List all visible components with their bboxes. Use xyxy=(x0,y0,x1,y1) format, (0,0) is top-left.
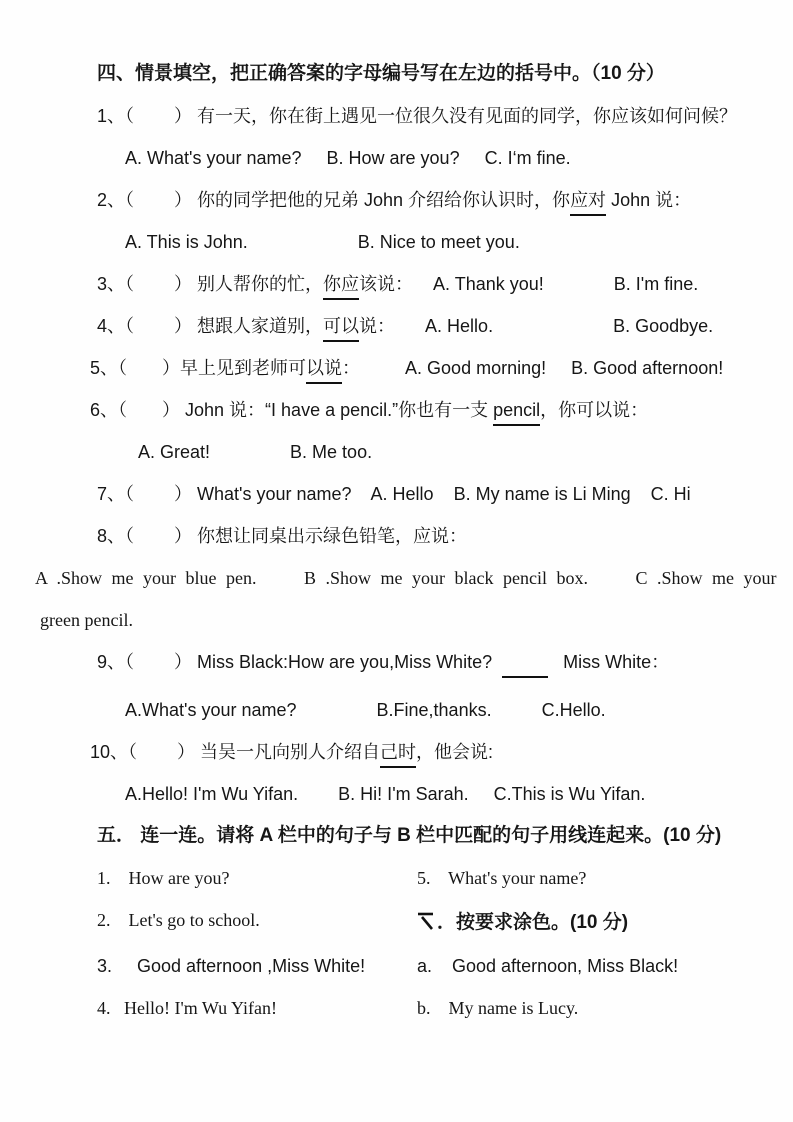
q8-options-line1: A .Show me your blue pen. B .Show me your black pencil box. C .Show me your xyxy=(35,568,777,588)
q2-text-post: John 说： xyxy=(606,190,692,210)
q9-text-post: Miss White： xyxy=(548,652,670,672)
q10-text-pre: 10、（ ） 当吴一凡向别人介绍自 xyxy=(90,742,381,762)
q6-options: A. Great! B. Me too. xyxy=(138,442,373,462)
q4-text xyxy=(97,316,765,336)
q10-text-post: ，他会说: xyxy=(416,742,494,762)
q7-text: 7、（ ） What's your name? A. Hello B. My name is Li Ming C. Hi xyxy=(97,484,691,504)
q2-underlined-word: 应对 xyxy=(570,190,606,216)
q10-options: A.Hello! I'm Wu Yifan. B. Hi! I'm Sarah. C.This is Wu Yifan. xyxy=(125,784,646,804)
q6-text-post: ，你可以说： xyxy=(540,400,649,420)
match-item-1: 1. How are you? xyxy=(97,868,230,888)
match-item-5: 5. What's your name? xyxy=(417,868,587,888)
match-item-a: a. Good afternoon, Miss Black! xyxy=(417,956,679,976)
q10-text xyxy=(90,742,765,762)
q3-underlined-word: 你应 xyxy=(323,274,359,300)
q5-text xyxy=(90,358,765,378)
section5-heading: 五． 连一连。请将 A 栏中的句子与 B 栏中匹配的句子用线连起来。(10 分) xyxy=(97,825,722,846)
q8-options-line2: green pencil. xyxy=(40,610,133,630)
q10-underlined-word: 己时 xyxy=(380,742,416,768)
match-row-4 xyxy=(97,998,765,1018)
match-item-b: b. My name is Lucy. xyxy=(417,998,579,1018)
section6-heading xyxy=(417,910,628,934)
q4-underlined-word: 可以 xyxy=(323,316,359,342)
q2-options: A. This is John. B. Nice to meet you. xyxy=(125,232,520,252)
q2-text-pre: 2、（ ） 你的同学把他的兄弟 John 介绍给你认识时，你 xyxy=(97,190,571,210)
q1-options: A. What's your name? B. How are you? C. I‘m fine. xyxy=(125,148,571,168)
q5-text-pre: 5、（ ）早上见到老师可 xyxy=(90,358,307,378)
q5-underlined-word: 以说 xyxy=(306,358,342,384)
q9-text xyxy=(97,652,765,678)
q4-text-post: 说： A. Hello. B. Goodbye. xyxy=(359,316,714,336)
q9-answer-blank xyxy=(502,676,548,678)
q5-text-post: ： A. Good morning! B. Good afternoon! xyxy=(342,358,724,378)
corrupted-liu-glyph xyxy=(417,910,435,934)
q3-text xyxy=(97,274,765,294)
q3-text-post: 该说： A. Thank you! B. I'm fine. xyxy=(359,274,699,294)
q9-options: A.What's your name? B.Fine,thanks. C.Hello. xyxy=(125,700,606,720)
match-row-2 xyxy=(97,910,765,934)
q1-text: 1、（ ） 有一天，你在街上遇见一位很久没有见面的同学，你应该如何问候？ xyxy=(97,106,738,126)
match-row-3 xyxy=(97,956,765,976)
q8-text: 8、（ ） 你想让同桌出示绿色铅笔，应说： xyxy=(97,526,468,546)
match-row-1 xyxy=(97,868,765,888)
q3-text-pre: 3、（ ） 别人帮你的忙， xyxy=(97,274,324,294)
q9-text-pre: 9、（ ） Miss Black:How are you,Miss White? xyxy=(97,652,503,672)
section6-heading-text: ．按要求涂色。(10 分) xyxy=(437,912,629,933)
q6-text-pre: 6、（ ） John 说：“I have a pencil.”你也有一支 xyxy=(90,400,494,420)
match-item-3: 3. Good afternoon ,Miss White! xyxy=(97,956,366,976)
q6-text xyxy=(90,400,765,420)
match-item-2: 2. Let's go to school. xyxy=(97,910,260,930)
q6-underlined-word: pencil xyxy=(493,400,540,426)
match-item-4: 4. Hello! I'm Wu Yifan! xyxy=(97,998,277,1018)
section4-heading: 四、情景填空，把正确答案的字母编号写在左边的括号中。（10 分） xyxy=(97,63,665,84)
q4-text-pre: 4、（ ） 想跟人家道别， xyxy=(97,316,324,336)
q2-text xyxy=(97,190,765,210)
